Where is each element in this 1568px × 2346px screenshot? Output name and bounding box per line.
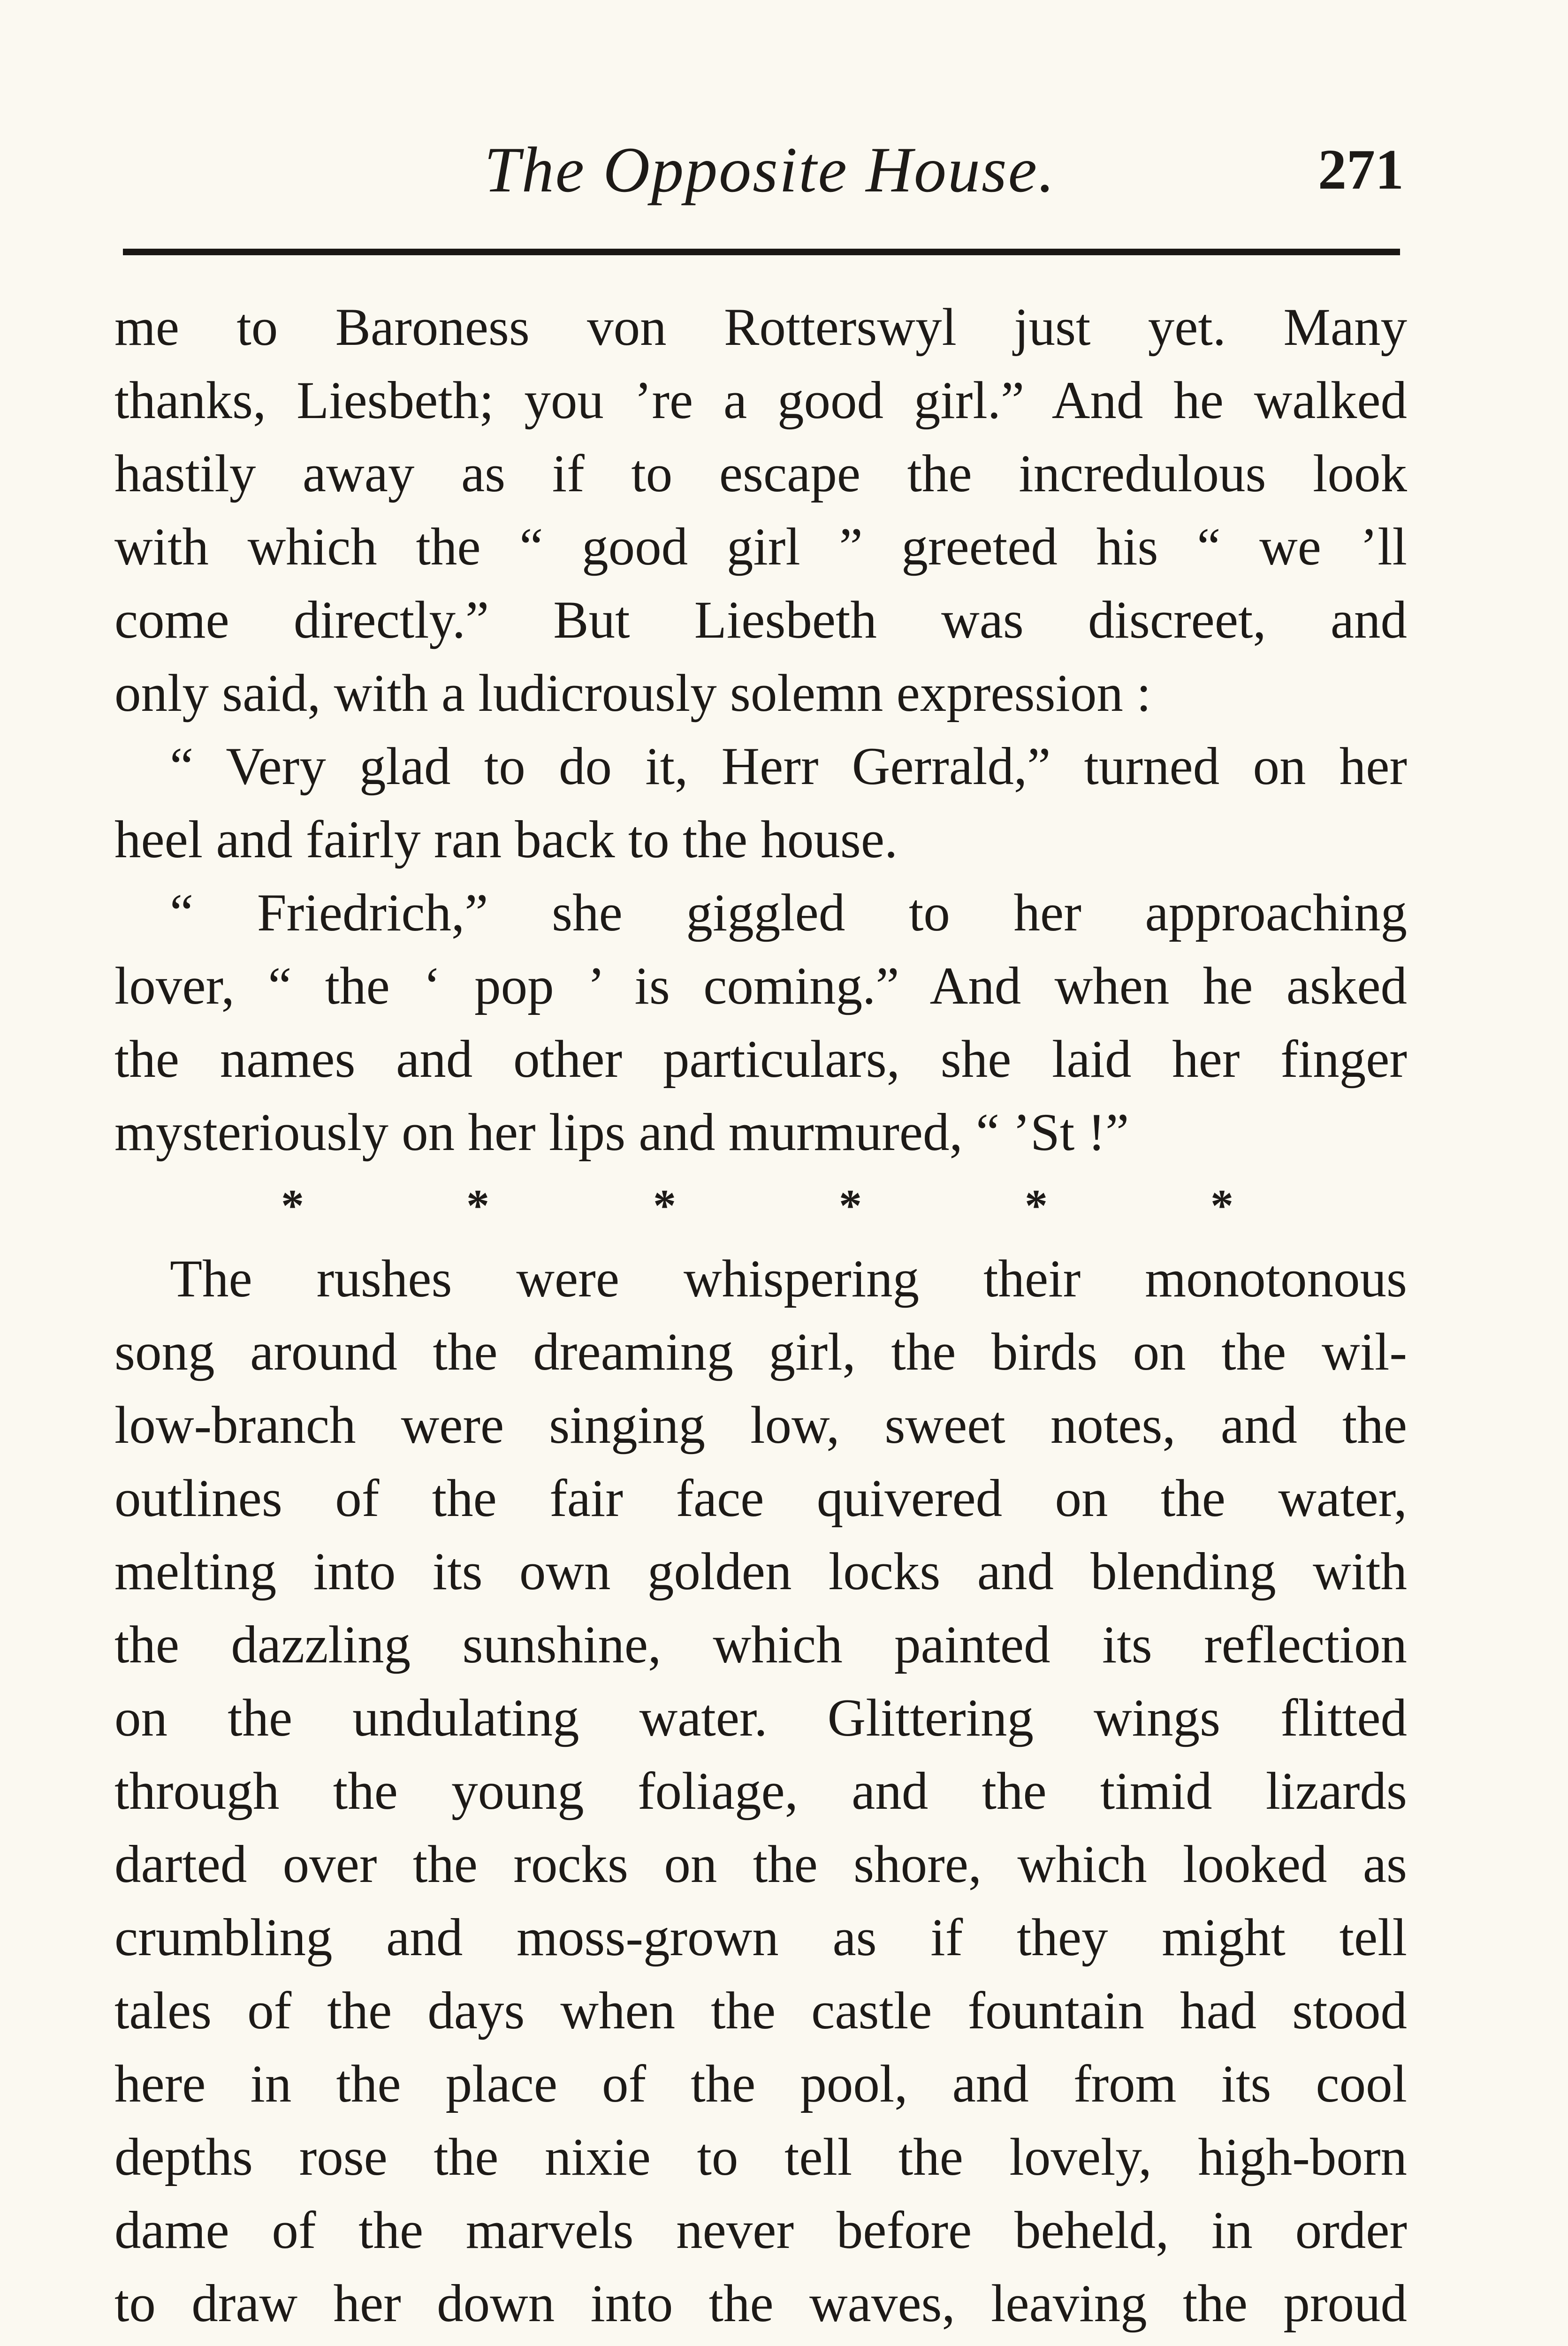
asterisk: *	[466, 1181, 489, 1231]
text-line: “ Friedrich,” she giggled to her approaching	[170, 884, 1407, 942]
text-line: hastily away as if to escape the incredulous look	[114, 444, 1407, 503]
text-line: me to Baroness von Rotterswyl just yet. Many	[114, 298, 1407, 357]
text-line: crumbling and moss-grown as if they might tell	[114, 1908, 1407, 1967]
asterisk: *	[1210, 1181, 1233, 1231]
asterisk: *	[839, 1181, 862, 1231]
text-line: heel and fairly ran back to the house.	[114, 810, 898, 869]
body-text	[114, 291, 1407, 2340]
section-break	[114, 1169, 1407, 1242]
asterisk: *	[1025, 1181, 1048, 1231]
asterisk: *	[653, 1181, 676, 1231]
text-line: dame of the marvels never before beheld, in order	[114, 2201, 1407, 2260]
text-line: darted over the rocks on the shore, which looked as	[114, 1835, 1407, 1894]
text-line: song around the dreaming girl, the birds on the wil-	[114, 1323, 1407, 1381]
asterisk: *	[281, 1181, 304, 1231]
text-line: here in the place of the pool, and from its cool	[114, 2055, 1407, 2113]
text-line: lover, “ the ‘ pop ’ is coming.” And when he asked	[114, 957, 1407, 1015]
paragraph	[114, 1242, 1407, 2340]
text-line: on the undulating water. Glittering wings flitted	[114, 1689, 1407, 1747]
text-line: depths rose the nixie to tell the lovely, high-born	[114, 2128, 1407, 2186]
text-line: through the young foliage, and the timid lizards	[114, 1762, 1407, 1820]
text-line: with which the “ good girl ” greeted his “ we ’ll	[114, 518, 1407, 576]
text-line: thanks, Liesbeth; you ’re a good girl.” And he walked	[114, 371, 1407, 430]
paragraph	[114, 730, 1407, 876]
paragraph	[114, 291, 1407, 730]
text-line: mysteriously on her lips and murmured, “ ’St !”	[114, 1103, 1129, 1162]
header-rule	[123, 249, 1400, 255]
text-line: “ Very glad to do it, Herr Gerrald,” turned on her	[170, 737, 1407, 796]
text-line: The rushes were whispering their monotonous	[170, 1249, 1407, 1308]
text-line: low-branch were singing low, sweet notes, and the	[114, 1396, 1407, 1455]
text-line: outlines of the fair face quivered on the water,	[114, 1469, 1407, 1528]
paragraph	[114, 876, 1407, 1169]
text-line: tales of the days when the castle fountain had stood	[114, 1981, 1407, 2040]
text-line: come directly.” But Liesbeth was discreet, and	[114, 591, 1407, 649]
text-line: the names and other particulars, she laid her finger	[114, 1030, 1407, 1089]
running-title: The Opposite House.	[484, 134, 1056, 206]
page-header	[123, 123, 1404, 217]
text-line: to draw her down into the waves, leaving the proud	[114, 2274, 1407, 2333]
text-line: the dazzling sunshine, which painted its reflection	[114, 1615, 1407, 1674]
text-line: only said, with a ludicrously solemn expression :	[114, 664, 1151, 723]
text-line: melting into its own golden locks and blending with	[114, 1542, 1407, 1601]
page-number: 271	[1318, 138, 1404, 201]
